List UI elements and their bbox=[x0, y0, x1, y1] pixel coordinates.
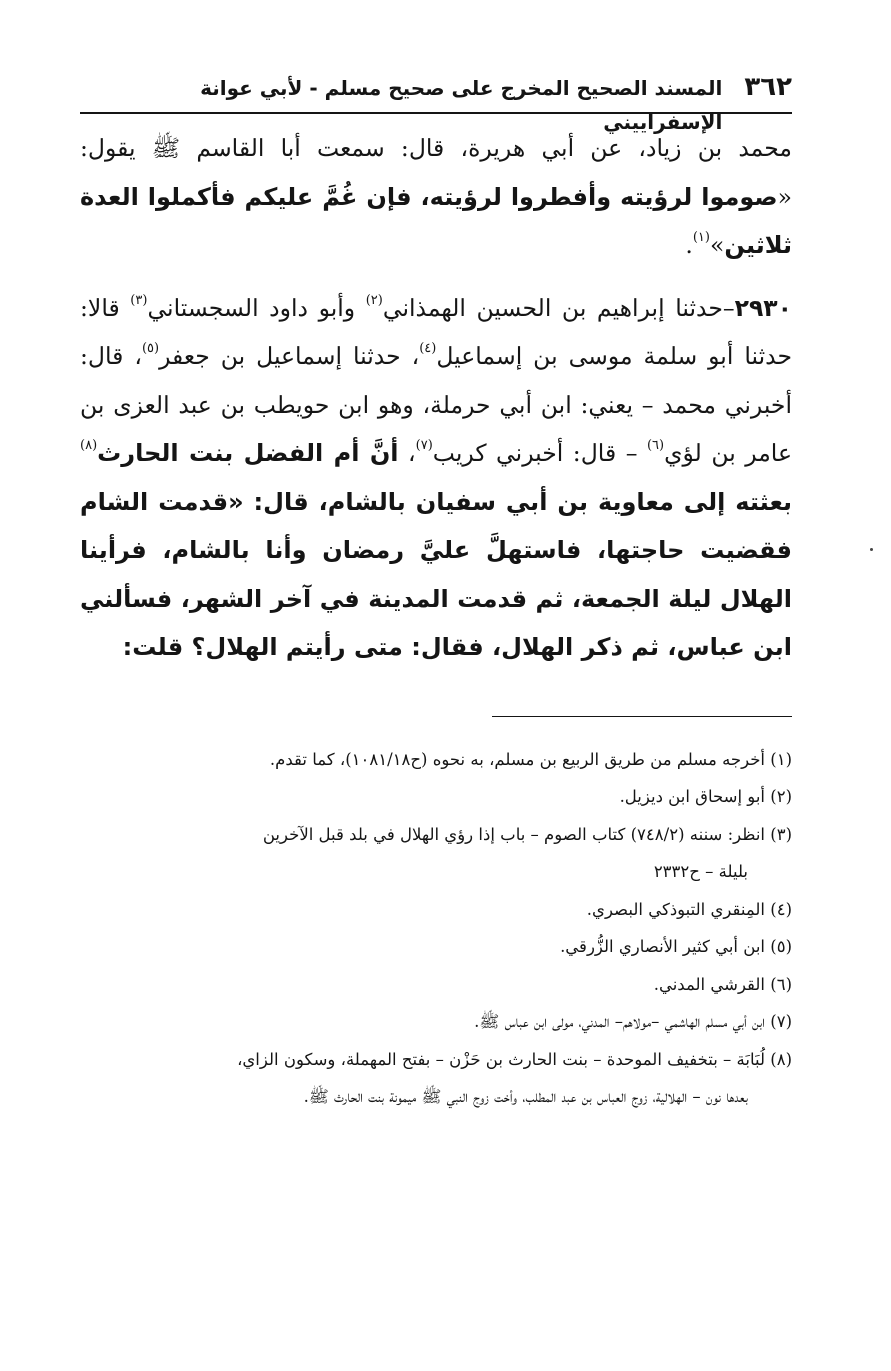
text-run: ، حدثنا إسماعيل بن جعفر bbox=[159, 342, 420, 370]
running-title: المسند الصحيح المخرج على صحيح مسلم - لأبي عوانة الإسفراييني bbox=[200, 76, 723, 134]
book-page bbox=[80, 70, 792, 1116]
footnote-4 bbox=[80, 891, 792, 929]
text-run: » bbox=[709, 231, 725, 259]
footnote-ref: (٨) bbox=[80, 438, 98, 453]
footnote-text: أبو إسحاق ابن ديزيل. bbox=[619, 787, 771, 806]
footnotes bbox=[80, 741, 792, 1116]
text-run: – قال: أخبرني كريب bbox=[432, 439, 647, 467]
paragraph-1 bbox=[80, 124, 792, 270]
footnote-ref: (٣) bbox=[130, 292, 148, 308]
footnote-6 bbox=[80, 966, 792, 1004]
footnote-label: (٢) bbox=[770, 787, 792, 806]
footnote-text: المِنقري التبوذكي البصري. bbox=[586, 899, 771, 919]
footnote-continuation: بعدها نون – الهلالية، زوج العباس بن عبد المطلب، وأخت زوج النبي ﷺ ميمونة بنت الحارث ﷺ. bbox=[303, 1087, 748, 1106]
footnote-label: (١) bbox=[770, 749, 792, 769]
footnote-label: (٣) bbox=[770, 824, 792, 844]
main-text bbox=[80, 124, 792, 672]
hadith-text-bold: أنَّ أم الفضل بنت الحارث bbox=[97, 439, 399, 467]
footnote-7 bbox=[80, 1003, 792, 1041]
text-run: قالا: حدثنا أبو سلمة موسى بن إسماعيل bbox=[80, 293, 792, 370]
hadith-number: ٢٩٣٠ bbox=[734, 293, 792, 322]
footnote-ref: (٢) bbox=[365, 292, 383, 308]
text-run: ، قال: أخبرني محمد – يعني: ابن أبي حرملة، وهو ابن حويطب بن عبد العزى بن عامر بن لؤي bbox=[80, 342, 792, 467]
footnote-8 bbox=[80, 1041, 792, 1116]
paragraph-2930 bbox=[80, 284, 792, 672]
footnote-label: (٦) bbox=[770, 974, 792, 994]
footnote-text: لُبَابَة – بتخفيف الموحدة – بنت الحارث بن حَزْن – بفتح المهملة، وسكون الزاي، bbox=[237, 1049, 771, 1069]
text-run: محمد بن زياد، عن أبي هريرة، قال: سمعت أبا القاسم ﷺ يقول: « bbox=[80, 134, 792, 211]
text-run: وأبو داود السجستاني bbox=[147, 293, 366, 322]
footnote-ref: (٥) bbox=[141, 341, 160, 356]
footnote-text: انظر: سننه (٧٤٨/٢) كتاب الصوم – باب إذا رؤي الهلال في بلد قبل الآخرين bbox=[262, 824, 771, 844]
footnote-label: (٧) bbox=[770, 1012, 792, 1031]
footnote-label: (٨) bbox=[770, 1049, 792, 1069]
hadith-text-bold: بعثته إلى معاوية بن أبي سفيان بالشام، قال: «قدمت الشام فقضيت حاجتها، فاستهلَّ عليَّ رمضان وأنا بالشام، فرأينا الهلال ليلة الجمعة، ثم قدمت المدينة في آخر الشهر، فسألني ابن عباس، ثم ذكر الهلال، فقال: متى رأيتم الهلال؟ قلت: bbox=[80, 487, 792, 661]
footnote-ref: (١) bbox=[692, 230, 710, 245]
text-run: . bbox=[685, 231, 693, 259]
page-number: ٣٦٢ bbox=[744, 72, 792, 102]
footnote-label: (٤) bbox=[770, 899, 792, 919]
text-run: ، bbox=[398, 439, 416, 467]
footnote-5 bbox=[80, 928, 792, 966]
footnote-2 bbox=[80, 778, 792, 816]
footnote-label: (٥) bbox=[770, 937, 792, 956]
footnote-separator bbox=[492, 716, 792, 717]
footnote-text: القرشي المدني. bbox=[653, 974, 771, 994]
footnote-text: ابن أبي كثير الأنصاري الزُّرقي. bbox=[560, 937, 771, 956]
footnote-3 bbox=[80, 816, 792, 891]
footnote-1 bbox=[80, 741, 792, 779]
page-header bbox=[80, 70, 792, 134]
text-run: –حدثنا إبراهيم بن الحسين الهمذاني bbox=[382, 293, 735, 322]
hadith-text-bold: صوموا لرؤيته وأفطروا لرؤيته، فإن غُمَّ عليكم فأكملوا العدة ثلاثين bbox=[80, 182, 792, 259]
scan-speck bbox=[870, 548, 873, 551]
footnote-text: أخرجه مسلم من طريق الربيع بن مسلم، به نحوه (ح١٠٨١/١٨)، كما تقدم. bbox=[269, 749, 771, 769]
footnote-ref: (٦) bbox=[646, 438, 665, 453]
footnote-text: ابن أبي مسلم الهاشمي –مولاهم– المدني، مولى ابن عباس ﷺ. bbox=[474, 1012, 771, 1031]
footnote-continuation: بليلة – ح٢٣٣٢ bbox=[653, 862, 748, 881]
footnote-ref: (٤) bbox=[419, 341, 437, 356]
footnote-ref: (٧) bbox=[415, 438, 433, 453]
